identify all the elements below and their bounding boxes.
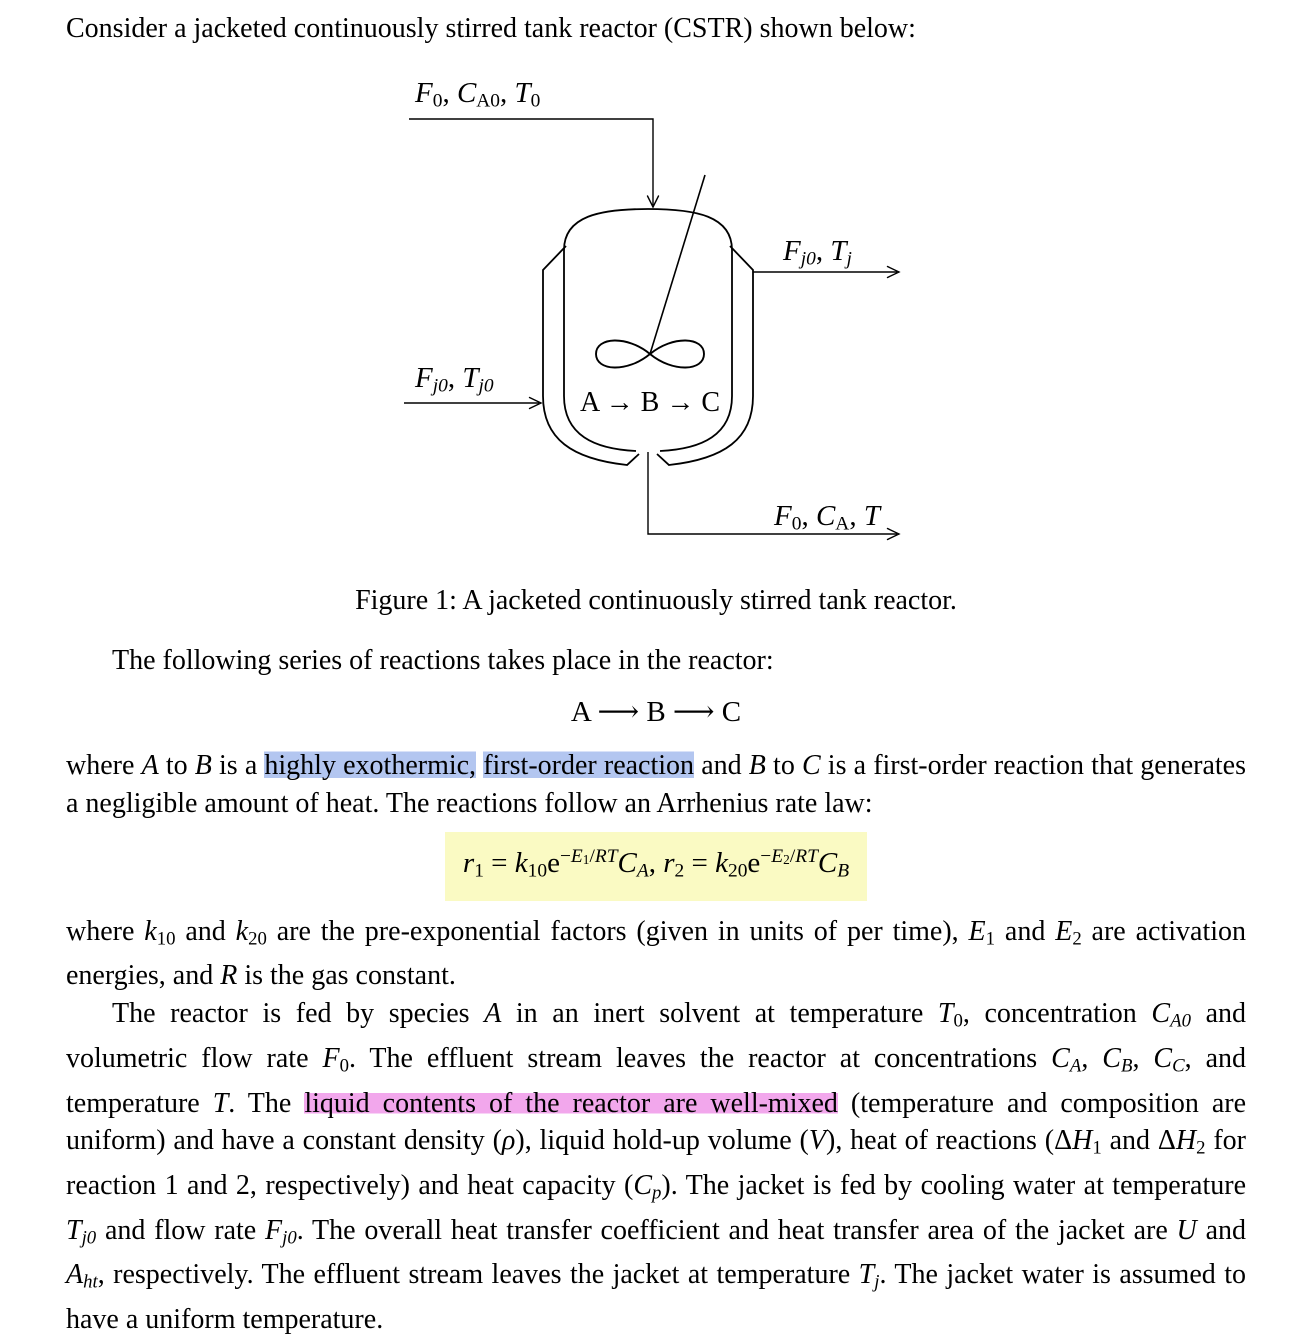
cstr-figure — [66, 78, 1246, 562]
exothermic-paragraph: where A to B is a highly exothermic, first-order reaction and B to C is a first-order reaction that generates a negligible amount of heat. The reactions follow an Arrhenius rate law: — [66, 750, 1247, 819]
reaction-scheme-equation: A ⟶ B ⟶ C — [570, 696, 742, 728]
cooling-jacket-right — [657, 246, 753, 465]
rate-law-equation: $r1 = k10e^{-E1/RT}CA$, $r2 = k20e^{-E2/RT}CB$ — [445, 832, 867, 901]
feed-stream-label: F0, CA0, T0 — [415, 76, 541, 111]
preexponential-paragraph: where k10 and k20 are the pre-exponential factors (given in units of per time), E1 and E2 are activation energies, and R is the gas constant. — [66, 915, 1246, 992]
figure-caption: Figure 1: A jacketed continuously stirred tank reactor. — [355, 584, 957, 616]
impeller-icon — [596, 340, 704, 367]
cstr-diagram — [385, 78, 910, 560]
stirrer-shaft — [650, 175, 705, 354]
reaction-scheme-label: A → B → C — [579, 386, 721, 418]
rate-law-equation-row — [66, 832, 1246, 901]
feed-pipe — [409, 119, 653, 205]
product-stream-label: F0, CA, T — [774, 499, 880, 534]
jacket-outlet-label: Fj0, Tj — [783, 234, 852, 269]
jacket-inlet-label: Fj0, Tj0 — [415, 361, 494, 396]
description-paragraph: The reactor is fed by species A in an inert solvent at temperature T0, concentration CA0 and volumetric flow rate F0. The effluent stream leaves the reactor at concentrations CA, CB, CC, and temperature T. The liquid contents of the reactor are well-mixed (temperature and composition are uniform) and have a constant density (ρ), liquid hold-up volume (V), heat of reactions (ΔH1 and ΔH2 for reaction 1 and 2, respectively) and heat capacity (Cp). The jacket is fed by cooling water at temperature Tj0 and flow rate Fj0. The overall heat transfer coefficient and heat transfer area of the jacket are U and Aht, respectively. The effluent stream leaves the jacket at temperature Tj. The jacket water is assumed to have a uniform temperature. — [66, 997, 1247, 1336]
cooling-jacket-left — [543, 246, 639, 465]
intro-paragraph: Consider a jacketed continuously stirred tank reactor (CSTR) shown below: — [66, 13, 916, 44]
reactions-intro-paragraph: The following series of reactions takes place in the reactor: — [112, 644, 774, 676]
